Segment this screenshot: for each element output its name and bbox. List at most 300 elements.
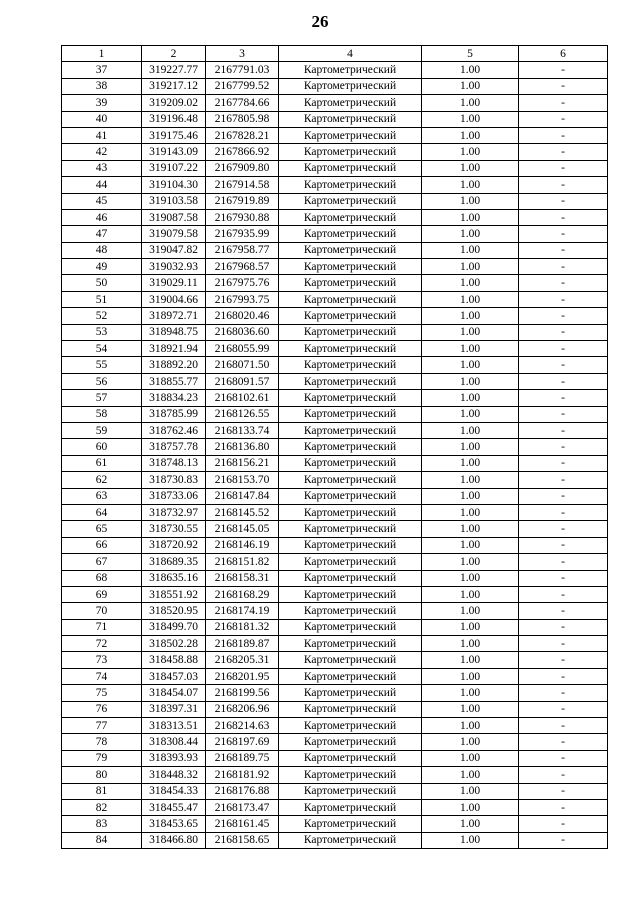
cell-note: -: [519, 111, 608, 127]
cell-accuracy: 1.00: [422, 308, 519, 324]
cell-coordinate-y: 2168189.75: [206, 750, 279, 766]
cell-point-number: 78: [62, 734, 142, 750]
cell-coordinate-x: 318520.95: [142, 603, 206, 619]
cell-accuracy: 1.00: [422, 177, 519, 193]
cell-method: Картометрический: [279, 144, 422, 160]
cell-method: Картометрический: [279, 521, 422, 537]
cell-coordinate-x: 319047.82: [142, 242, 206, 258]
cell-note: -: [519, 783, 608, 799]
cell-point-number: 46: [62, 209, 142, 225]
cell-point-number: 80: [62, 767, 142, 783]
cell-coordinate-y: 2168020.46: [206, 308, 279, 324]
cell-method: Картометрический: [279, 357, 422, 373]
cell-coordinate-x: 319104.30: [142, 177, 206, 193]
cell-coordinate-y: 2168147.84: [206, 488, 279, 504]
cell-point-number: 61: [62, 455, 142, 471]
cell-method: Картометрический: [279, 652, 422, 668]
cell-note: -: [519, 488, 608, 504]
table-row: [62, 668, 608, 684]
cell-note: -: [519, 209, 608, 225]
cell-accuracy: 1.00: [422, 603, 519, 619]
cell-coordinate-y: 2167909.80: [206, 160, 279, 176]
cell-coordinate-y: 2168133.74: [206, 422, 279, 438]
cell-method: Картометрический: [279, 160, 422, 176]
cell-coordinate-y: 2167791.03: [206, 62, 279, 78]
cell-method: Картометрический: [279, 62, 422, 78]
cell-accuracy: 1.00: [422, 373, 519, 389]
header-cell-3: 3: [206, 46, 279, 62]
table-row: [62, 373, 608, 389]
cell-note: -: [519, 62, 608, 78]
cell-accuracy: 1.00: [422, 586, 519, 602]
cell-coordinate-x: 318733.06: [142, 488, 206, 504]
cell-coordinate-x: 319209.02: [142, 95, 206, 111]
cell-point-number: 60: [62, 439, 142, 455]
table-header: [62, 46, 608, 62]
table-row: [62, 127, 608, 143]
cell-coordinate-x: 318308.44: [142, 734, 206, 750]
table-row: [62, 636, 608, 652]
cell-accuracy: 1.00: [422, 750, 519, 766]
cell-point-number: 64: [62, 504, 142, 520]
cell-method: Картометрический: [279, 734, 422, 750]
cell-point-number: 44: [62, 177, 142, 193]
table-row: [62, 62, 608, 78]
table-row: [62, 586, 608, 602]
cell-note: -: [519, 504, 608, 520]
header-cell-6: 6: [519, 46, 608, 62]
cell-note: -: [519, 160, 608, 176]
cell-coordinate-y: 2168145.52: [206, 504, 279, 520]
cell-coordinate-y: 2168036.60: [206, 324, 279, 340]
cell-coordinate-x: 318730.83: [142, 472, 206, 488]
cell-method: Картометрический: [279, 291, 422, 307]
cell-coordinate-y: 2168161.45: [206, 816, 279, 832]
cell-accuracy: 1.00: [422, 341, 519, 357]
cell-note: -: [519, 373, 608, 389]
cell-coordinate-x: 318757.78: [142, 439, 206, 455]
cell-method: Картометрический: [279, 554, 422, 570]
cell-accuracy: 1.00: [422, 209, 519, 225]
table-row: [62, 832, 608, 848]
table-row: [62, 619, 608, 635]
cell-method: Картометрический: [279, 390, 422, 406]
table-row: [62, 390, 608, 406]
cell-coordinate-x: 318720.92: [142, 537, 206, 553]
cell-coordinate-x: 318455.47: [142, 799, 206, 815]
cell-coordinate-x: 318453.65: [142, 816, 206, 832]
cell-coordinate-y: 2168153.70: [206, 472, 279, 488]
cell-method: Картометрический: [279, 193, 422, 209]
cell-coordinate-y: 2167935.99: [206, 226, 279, 242]
cell-method: Картометрический: [279, 685, 422, 701]
cell-coordinate-x: 319029.11: [142, 275, 206, 291]
cell-point-number: 40: [62, 111, 142, 127]
cell-point-number: 56: [62, 373, 142, 389]
table-row: [62, 701, 608, 717]
cell-point-number: 66: [62, 537, 142, 553]
cell-point-number: 75: [62, 685, 142, 701]
cell-coordinate-x: 318457.03: [142, 668, 206, 684]
cell-note: -: [519, 685, 608, 701]
cell-method: Картометрический: [279, 324, 422, 340]
cell-note: -: [519, 95, 608, 111]
table-row: [62, 799, 608, 815]
cell-accuracy: 1.00: [422, 537, 519, 553]
cell-note: -: [519, 603, 608, 619]
cell-note: -: [519, 144, 608, 160]
cell-accuracy: 1.00: [422, 193, 519, 209]
cell-point-number: 41: [62, 127, 142, 143]
cell-accuracy: 1.00: [422, 521, 519, 537]
cell-coordinate-x: 318466.80: [142, 832, 206, 848]
cell-accuracy: 1.00: [422, 718, 519, 734]
cell-note: -: [519, 357, 608, 373]
cell-point-number: 43: [62, 160, 142, 176]
cell-point-number: 73: [62, 652, 142, 668]
cell-coordinate-y: 2168174.19: [206, 603, 279, 619]
cell-accuracy: 1.00: [422, 554, 519, 570]
table-row: [62, 308, 608, 324]
cell-coordinate-x: 318458.88: [142, 652, 206, 668]
cell-coordinate-x: 318785.99: [142, 406, 206, 422]
cell-coordinate-y: 2168199.56: [206, 685, 279, 701]
cell-coordinate-y: 2167975.76: [206, 275, 279, 291]
cell-note: -: [519, 78, 608, 94]
cell-method: Картометрический: [279, 750, 422, 766]
cell-method: Картометрический: [279, 78, 422, 94]
cell-coordinate-x: 319032.93: [142, 259, 206, 275]
cell-point-number: 72: [62, 636, 142, 652]
cell-method: Картометрический: [279, 95, 422, 111]
table-row: [62, 275, 608, 291]
cell-note: -: [519, 242, 608, 258]
table-row: [62, 455, 608, 471]
cell-coordinate-y: 2167968.57: [206, 259, 279, 275]
header-cell-1: 1: [62, 46, 142, 62]
table-row: [62, 341, 608, 357]
table-row: [62, 472, 608, 488]
cell-accuracy: 1.00: [422, 652, 519, 668]
cell-point-number: 67: [62, 554, 142, 570]
cell-point-number: 48: [62, 242, 142, 258]
cell-coordinate-y: 2167866.92: [206, 144, 279, 160]
cell-coordinate-y: 2168091.57: [206, 373, 279, 389]
cell-coordinate-x: 318551.92: [142, 586, 206, 602]
cell-method: Картометрический: [279, 127, 422, 143]
cell-note: -: [519, 193, 608, 209]
cell-accuracy: 1.00: [422, 259, 519, 275]
cell-coordinate-y: 2168189.87: [206, 636, 279, 652]
cell-method: Картометрический: [279, 767, 422, 783]
cell-coordinate-x: 318921.94: [142, 341, 206, 357]
cell-accuracy: 1.00: [422, 95, 519, 111]
header-row: [62, 46, 608, 62]
cell-point-number: 59: [62, 422, 142, 438]
cell-method: Картометрический: [279, 226, 422, 242]
cell-coordinate-x: 318730.55: [142, 521, 206, 537]
cell-note: -: [519, 472, 608, 488]
cell-accuracy: 1.00: [422, 226, 519, 242]
header-cell-2: 2: [142, 46, 206, 62]
cell-coordinate-y: 2168181.32: [206, 619, 279, 635]
cell-note: -: [519, 570, 608, 586]
cell-coordinate-y: 2167930.88: [206, 209, 279, 225]
cell-accuracy: 1.00: [422, 62, 519, 78]
table-row: [62, 783, 608, 799]
cell-method: Картометрический: [279, 177, 422, 193]
cell-point-number: 38: [62, 78, 142, 94]
header-cell-4: 4: [279, 46, 422, 62]
table-row: [62, 422, 608, 438]
cell-note: -: [519, 127, 608, 143]
cell-point-number: 58: [62, 406, 142, 422]
table-row: [62, 406, 608, 422]
cell-point-number: 74: [62, 668, 142, 684]
cell-accuracy: 1.00: [422, 472, 519, 488]
cell-point-number: 37: [62, 62, 142, 78]
cell-coordinate-x: 319004.66: [142, 291, 206, 307]
cell-method: Картометрический: [279, 275, 422, 291]
table-row: [62, 111, 608, 127]
cell-note: -: [519, 226, 608, 242]
cell-accuracy: 1.00: [422, 111, 519, 127]
cell-note: -: [519, 439, 608, 455]
cell-point-number: 54: [62, 341, 142, 357]
cell-coordinate-x: 319103.58: [142, 193, 206, 209]
table-row: [62, 95, 608, 111]
table-row: [62, 504, 608, 520]
table-row: [62, 242, 608, 258]
cell-point-number: 83: [62, 816, 142, 832]
cell-method: Картометрический: [279, 816, 422, 832]
table-row: [62, 439, 608, 455]
cell-coordinate-y: 2168126.55: [206, 406, 279, 422]
cell-coordinate-y: 2168173.47: [206, 799, 279, 815]
cell-accuracy: 1.00: [422, 127, 519, 143]
cell-note: -: [519, 324, 608, 340]
cell-note: -: [519, 701, 608, 717]
cell-note: -: [519, 767, 608, 783]
cell-method: Картометрический: [279, 619, 422, 635]
cell-point-number: 79: [62, 750, 142, 766]
cell-method: Картометрический: [279, 308, 422, 324]
cell-accuracy: 1.00: [422, 668, 519, 684]
table-row: [62, 767, 608, 783]
table-row: [62, 324, 608, 340]
cell-coordinate-y: 2168201.95: [206, 668, 279, 684]
cell-coordinate-y: 2167993.75: [206, 291, 279, 307]
cell-point-number: 62: [62, 472, 142, 488]
cell-accuracy: 1.00: [422, 390, 519, 406]
cell-coordinate-x: 318948.75: [142, 324, 206, 340]
cell-point-number: 49: [62, 259, 142, 275]
cell-coordinate-x: 318502.28: [142, 636, 206, 652]
cell-coordinate-y: 2168055.99: [206, 341, 279, 357]
cell-accuracy: 1.00: [422, 701, 519, 717]
table-row: [62, 209, 608, 225]
cell-coordinate-x: 319196.48: [142, 111, 206, 127]
header-cell-5: 5: [422, 46, 519, 62]
cell-note: -: [519, 259, 608, 275]
cell-method: Картометрический: [279, 586, 422, 602]
cell-coordinate-x: 318892.20: [142, 357, 206, 373]
table-row: [62, 193, 608, 209]
cell-point-number: 82: [62, 799, 142, 815]
cell-coordinate-x: 318748.13: [142, 455, 206, 471]
cell-coordinate-x: 318972.71: [142, 308, 206, 324]
cell-coordinate-y: 2168205.31: [206, 652, 279, 668]
cell-coordinate-x: 318834.23: [142, 390, 206, 406]
cell-coordinate-x: 318635.16: [142, 570, 206, 586]
cell-accuracy: 1.00: [422, 291, 519, 307]
cell-coordinate-x: 319087.58: [142, 209, 206, 225]
cell-coordinate-y: 2167784.66: [206, 95, 279, 111]
cell-note: -: [519, 586, 608, 602]
table-row: [62, 291, 608, 307]
cell-point-number: 45: [62, 193, 142, 209]
cell-point-number: 57: [62, 390, 142, 406]
cell-coordinate-x: 318689.35: [142, 554, 206, 570]
cell-method: Картометрический: [279, 472, 422, 488]
cell-note: -: [519, 636, 608, 652]
cell-point-number: 68: [62, 570, 142, 586]
cell-method: Картометрический: [279, 488, 422, 504]
cell-point-number: 50: [62, 275, 142, 291]
table-row: [62, 816, 608, 832]
cell-coordinate-y: 2168181.92: [206, 767, 279, 783]
cell-coordinate-y: 2167919.89: [206, 193, 279, 209]
cell-accuracy: 1.00: [422, 488, 519, 504]
cell-coordinate-y: 2168156.21: [206, 455, 279, 471]
cell-point-number: 47: [62, 226, 142, 242]
cell-accuracy: 1.00: [422, 816, 519, 832]
cell-point-number: 55: [62, 357, 142, 373]
cell-method: Картометрический: [279, 209, 422, 225]
page-number: 26: [311, 12, 329, 31]
cell-point-number: 81: [62, 783, 142, 799]
cell-note: -: [519, 832, 608, 848]
cell-note: -: [519, 275, 608, 291]
cell-accuracy: 1.00: [422, 324, 519, 340]
cell-coordinate-x: 318499.70: [142, 619, 206, 635]
cell-method: Картометрический: [279, 259, 422, 275]
cell-coordinate-y: 2167799.52: [206, 78, 279, 94]
cell-coordinate-x: 319143.09: [142, 144, 206, 160]
cell-accuracy: 1.00: [422, 160, 519, 176]
cell-accuracy: 1.00: [422, 504, 519, 520]
cell-accuracy: 1.00: [422, 799, 519, 815]
cell-coordinate-y: 2168197.69: [206, 734, 279, 750]
cell-coordinate-x: 319079.58: [142, 226, 206, 242]
table-row: [62, 537, 608, 553]
table-row: [62, 554, 608, 570]
cell-accuracy: 1.00: [422, 783, 519, 799]
cell-note: -: [519, 341, 608, 357]
cell-accuracy: 1.00: [422, 78, 519, 94]
cell-coordinate-x: 318855.77: [142, 373, 206, 389]
cell-accuracy: 1.00: [422, 767, 519, 783]
cell-point-number: 52: [62, 308, 142, 324]
cell-note: -: [519, 455, 608, 471]
table-body: [62, 62, 608, 849]
cell-method: Картометрический: [279, 242, 422, 258]
cell-note: -: [519, 554, 608, 570]
cell-note: -: [519, 750, 608, 766]
cell-accuracy: 1.00: [422, 357, 519, 373]
cell-accuracy: 1.00: [422, 636, 519, 652]
cell-point-number: 71: [62, 619, 142, 635]
cell-method: Картометрический: [279, 406, 422, 422]
table-row: [62, 226, 608, 242]
cell-point-number: 76: [62, 701, 142, 717]
cell-method: Картометрический: [279, 783, 422, 799]
cell-coordinate-y: 2167914.58: [206, 177, 279, 193]
table-row: [62, 734, 608, 750]
cell-coordinate-y: 2168176.88: [206, 783, 279, 799]
cell-coordinate-y: 2168071.50: [206, 357, 279, 373]
cell-point-number: 42: [62, 144, 142, 160]
cell-method: Картометрический: [279, 603, 422, 619]
cell-method: Картометрический: [279, 832, 422, 848]
cell-accuracy: 1.00: [422, 439, 519, 455]
cell-note: -: [519, 619, 608, 635]
cell-method: Картометрический: [279, 439, 422, 455]
cell-method: Картометрический: [279, 422, 422, 438]
cell-coordinate-x: 318762.46: [142, 422, 206, 438]
cell-note: -: [519, 816, 608, 832]
cell-note: -: [519, 668, 608, 684]
cell-point-number: 53: [62, 324, 142, 340]
cell-coordinate-y: 2167958.77: [206, 242, 279, 258]
cell-coordinate-y: 2168206.96: [206, 701, 279, 717]
table-row: [62, 144, 608, 160]
cell-method: Картометрический: [279, 718, 422, 734]
cell-point-number: 77: [62, 718, 142, 734]
cell-coordinate-x: 318393.93: [142, 750, 206, 766]
cell-accuracy: 1.00: [422, 406, 519, 422]
cell-point-number: 84: [62, 832, 142, 848]
cell-accuracy: 1.00: [422, 242, 519, 258]
cell-coordinate-y: 2168168.29: [206, 586, 279, 602]
cell-coordinate-x: 318454.33: [142, 783, 206, 799]
cell-coordinate-x: 319217.12: [142, 78, 206, 94]
cell-point-number: 51: [62, 291, 142, 307]
cell-note: -: [519, 521, 608, 537]
cell-accuracy: 1.00: [422, 734, 519, 750]
cell-method: Картометрический: [279, 373, 422, 389]
cell-accuracy: 1.00: [422, 275, 519, 291]
cell-coordinate-y: 2168145.05: [206, 521, 279, 537]
cell-accuracy: 1.00: [422, 619, 519, 635]
table-row: [62, 685, 608, 701]
cell-coordinate-y: 2168102.61: [206, 390, 279, 406]
cell-method: Картометрический: [279, 455, 422, 471]
cell-method: Картометрический: [279, 504, 422, 520]
cell-coordinate-x: 318454.07: [142, 685, 206, 701]
table-row: [62, 177, 608, 193]
cell-coordinate-x: 319107.22: [142, 160, 206, 176]
cell-note: -: [519, 734, 608, 750]
cell-point-number: 39: [62, 95, 142, 111]
table-row: [62, 718, 608, 734]
cell-coordinate-x: 318448.32: [142, 767, 206, 783]
cell-note: -: [519, 718, 608, 734]
cell-method: Картометрический: [279, 570, 422, 586]
cell-coordinate-y: 2168158.31: [206, 570, 279, 586]
cell-point-number: 70: [62, 603, 142, 619]
cell-note: -: [519, 406, 608, 422]
